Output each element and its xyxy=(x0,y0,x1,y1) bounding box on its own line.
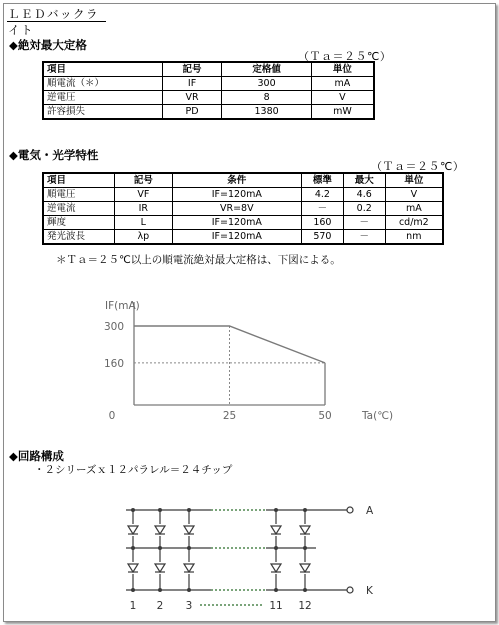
cell: 8 xyxy=(222,91,311,105)
header-item: 項目 xyxy=(43,173,115,188)
junction-dot xyxy=(187,546,191,550)
y-tick-label: 160 xyxy=(103,357,124,370)
column-label: 1 xyxy=(129,600,137,612)
junction-dot xyxy=(187,508,191,512)
cell: IF=120mA xyxy=(172,188,301,202)
x-axis-label: Ta(℃) xyxy=(362,410,394,422)
cell: 順電流（＊） xyxy=(43,77,162,91)
terminal-a-icon xyxy=(347,507,353,513)
terminal-k-icon xyxy=(347,587,353,593)
cell: VR=8V xyxy=(172,202,301,216)
cell: mA xyxy=(385,202,443,216)
derating-note: ＊Ｔａ＝２５℃以上の順電流絶対最大定格は、下図による。 xyxy=(56,254,341,266)
circuit-description: ・２シリーズｘ１２パラレル＝２４チップ xyxy=(34,464,233,476)
column-label: 11 xyxy=(269,600,283,612)
cell: 0.2 xyxy=(343,202,385,216)
column-label: 2 xyxy=(156,600,164,612)
cell: － xyxy=(343,216,385,230)
cell: 300 xyxy=(222,77,311,91)
header-symbol: 記号 xyxy=(115,173,173,188)
cell: IR xyxy=(115,202,173,216)
cell: IF=120mA xyxy=(172,230,301,245)
junction-dot xyxy=(131,588,135,592)
header-unit: 単位 xyxy=(311,62,374,77)
cell: 逆電圧 xyxy=(43,91,162,105)
cell: 許容損失 xyxy=(43,105,162,120)
cell: IF xyxy=(162,77,222,91)
y-axis-label: IF(mA) xyxy=(105,300,140,312)
cell: V xyxy=(311,91,374,105)
cell: PD xyxy=(162,105,222,120)
circuit-heading: ◆回路構成 xyxy=(9,449,64,463)
cell: 逆電流 xyxy=(43,202,115,216)
junction-dot xyxy=(187,588,191,592)
abs-max-condition: （Ｔａ＝２５℃） xyxy=(298,50,392,63)
x-tick-label: 0 xyxy=(108,410,116,422)
cell: V xyxy=(385,188,443,202)
y-tick-label: 300 xyxy=(103,321,124,333)
cell: IF=120mA xyxy=(172,216,301,230)
x-tick-label: 25 xyxy=(222,410,237,422)
cell: λp xyxy=(115,230,173,245)
cell: － xyxy=(301,202,343,216)
junction-dot xyxy=(303,546,307,550)
electro-optical-condition: （Ｔａ＝２５℃） xyxy=(371,160,465,173)
cell: － xyxy=(343,230,385,245)
header-max: 最大 xyxy=(343,173,385,188)
header-item: 項目 xyxy=(43,62,162,77)
header-rating: 定格値 xyxy=(222,62,311,77)
terminal-k-label: K xyxy=(366,585,373,597)
cell: 1380 xyxy=(222,105,311,120)
page-title: ＬＥＤバックライト xyxy=(8,7,99,37)
junction-dot xyxy=(131,546,135,550)
column-label: 12 xyxy=(298,600,312,612)
junction-dot xyxy=(131,508,135,512)
header-typical: 標準 xyxy=(301,173,343,188)
junction-dot xyxy=(158,588,162,592)
cell: 4.6 xyxy=(343,188,385,202)
junction-dot xyxy=(303,588,307,592)
header-condition: 条件 xyxy=(172,173,301,188)
header-symbol: 記号 xyxy=(162,62,222,77)
cell: nm xyxy=(385,230,443,245)
x-tick-label: 50 xyxy=(318,410,332,422)
abs-max-heading: ◆絶対最大定格 xyxy=(9,38,87,52)
cell: mA xyxy=(311,77,374,91)
cell: mW xyxy=(311,105,374,120)
junction-dot xyxy=(158,508,162,512)
cell: 570 xyxy=(301,230,343,245)
junction-dot xyxy=(303,508,307,512)
electro-optical-heading: ◆電気・光学特性 xyxy=(9,148,99,162)
cell: cd/m2 xyxy=(385,216,443,230)
junction-dot xyxy=(274,508,278,512)
junction-dot xyxy=(274,546,278,550)
terminal-a-label: A xyxy=(366,505,374,517)
cell: VF xyxy=(115,188,173,202)
cell: VR xyxy=(162,91,222,105)
cell: 160 xyxy=(301,216,343,230)
cell: 輝度 xyxy=(43,216,115,230)
cell: L xyxy=(115,216,173,230)
cell: 4.2 xyxy=(301,188,343,202)
column-label: 3 xyxy=(185,600,193,612)
cell: 順電圧 xyxy=(43,188,115,202)
cell: 発光波長 xyxy=(43,230,115,245)
header-unit: 単位 xyxy=(385,173,443,188)
junction-dot xyxy=(274,588,278,592)
junction-dot xyxy=(158,546,162,550)
